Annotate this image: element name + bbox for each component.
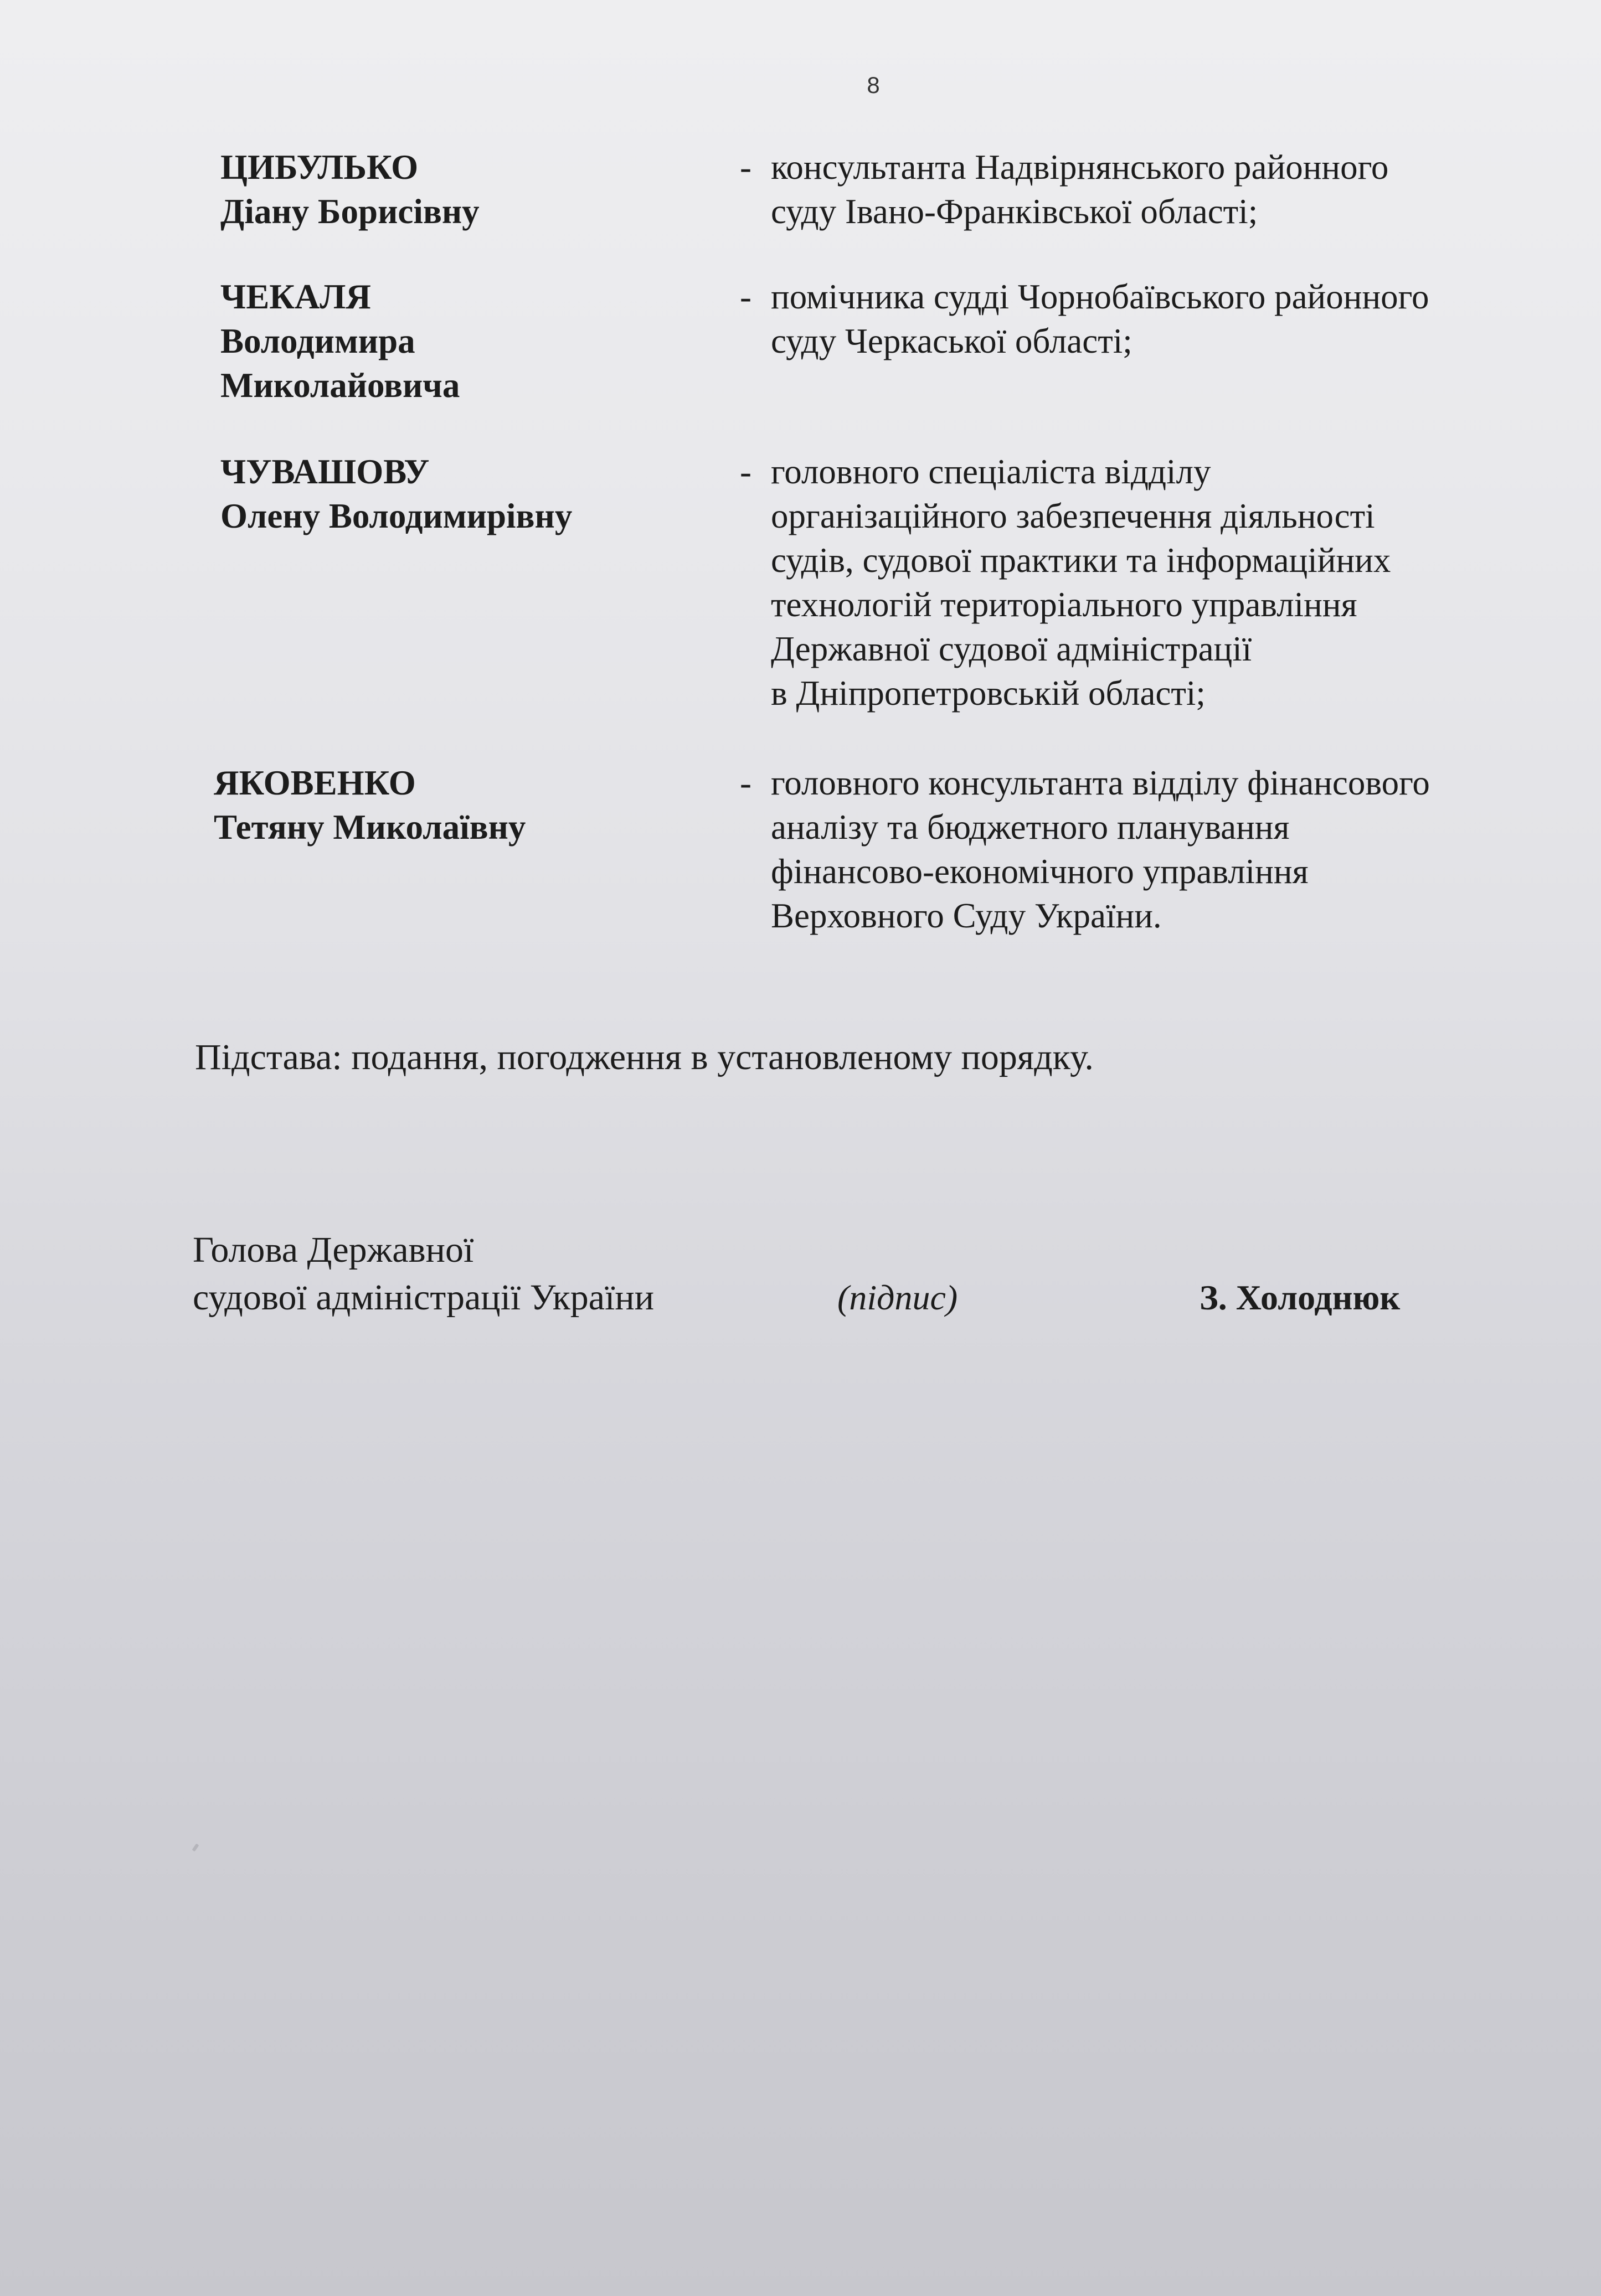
paper-speck bbox=[192, 1844, 199, 1852]
position-line: консультанта Надвірнянського районного bbox=[771, 148, 1389, 187]
position-description bbox=[771, 275, 1557, 363]
surname: ЧЕКАЛЯ bbox=[220, 277, 371, 316]
page-number: 8 bbox=[867, 72, 880, 98]
position-line: аналізу та бюджетного планування bbox=[771, 808, 1290, 847]
person-name bbox=[220, 275, 719, 407]
dash: - bbox=[740, 277, 751, 316]
surname: ЯКОВЕНКО bbox=[214, 763, 416, 802]
position-line: головного консультанта відділу фінансового bbox=[771, 763, 1430, 802]
given-names: Тетяну Миколаївну bbox=[214, 808, 526, 847]
position-line: помічника судді Чорнобаївського районного bbox=[771, 277, 1429, 316]
position-line: технологій територіального управління bbox=[771, 585, 1357, 624]
position-line: суду Івано-Франківської області; bbox=[771, 192, 1258, 231]
position-line: Верховного Суду України. bbox=[771, 896, 1162, 935]
position-line: головного спеціаліста відділу bbox=[771, 452, 1211, 491]
patronymic: Миколайовича bbox=[220, 366, 460, 405]
signature-mark: (підпис) bbox=[837, 1278, 958, 1317]
basis-statement: Підстава: подання, погодження в установленому порядку. bbox=[195, 1037, 1094, 1077]
position-line: судів, судової практики та інформаційних bbox=[771, 541, 1391, 580]
surname: ЧУВАШОВУ bbox=[220, 452, 430, 491]
dash: - bbox=[740, 763, 751, 802]
signatory-name: З. Холоднюк bbox=[1200, 1278, 1401, 1317]
signatory-title bbox=[193, 1226, 654, 1322]
dash: - bbox=[740, 148, 751, 187]
position-line: Державної судової адміністрації bbox=[771, 630, 1252, 668]
position-description bbox=[771, 145, 1557, 234]
person-name bbox=[220, 450, 719, 538]
signatory-title-line: судової адміністрації України bbox=[193, 1277, 655, 1318]
surname: ЦИБУЛЬКО bbox=[220, 148, 419, 187]
person-name bbox=[214, 761, 712, 849]
position-line: фінансово-економічного управління bbox=[771, 852, 1309, 891]
given-names: Олену Володимирівну bbox=[220, 497, 573, 535]
position-description bbox=[771, 450, 1557, 715]
position-line: організаційного забезпечення діяльності bbox=[771, 497, 1375, 535]
given-names: Діану Борисівну bbox=[220, 192, 480, 231]
given-name: Володимира bbox=[220, 322, 415, 360]
position-description bbox=[771, 761, 1557, 938]
signatory-title-line: Голова Державної bbox=[193, 1230, 474, 1270]
position-line: суду Черкаської області; bbox=[771, 322, 1132, 360]
position-line: в Дніпропетровській області; bbox=[771, 674, 1206, 713]
dash: - bbox=[740, 452, 751, 491]
person-name bbox=[220, 145, 719, 234]
